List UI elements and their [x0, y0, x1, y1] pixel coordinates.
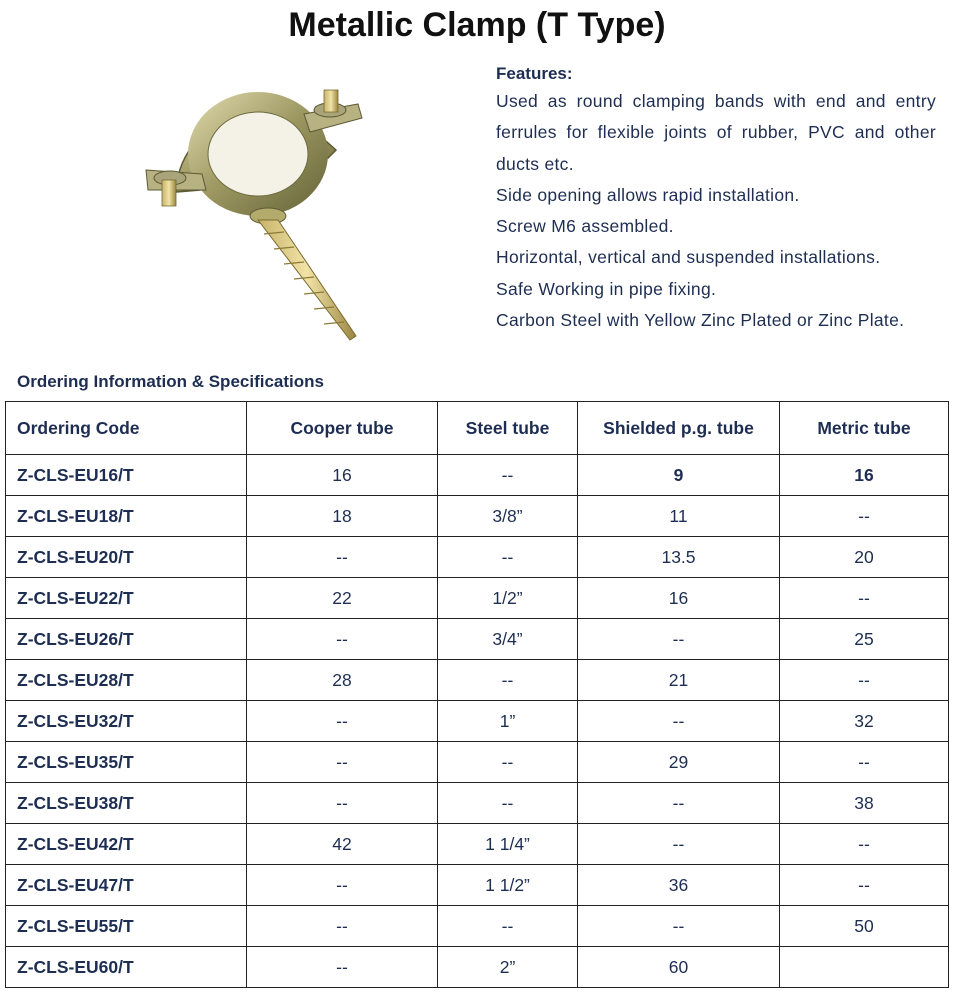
feature-line: Carbon Steel with Yellow Zinc Plated or Zinc Plate. [496, 310, 905, 331]
shielded-tube-cell: -- [578, 824, 780, 865]
metric-tube-cell: -- [780, 496, 949, 537]
feature-line: Side opening allows rapid installation. [496, 184, 800, 205]
cooper-tube-cell: 22 [247, 578, 438, 619]
ordering-table [5, 401, 949, 988]
feature-line: Safe Working in pipe fixing. [496, 278, 717, 299]
shielded-tube-cell: 60 [578, 947, 780, 988]
ordering-code-cell: Z-CLS-EU26/T [6, 619, 247, 660]
feature-line: Screw M6 assembled. [496, 216, 674, 237]
header-cooper-tube: Cooper tube [247, 402, 438, 455]
table-row [6, 947, 949, 988]
table-row [6, 701, 949, 742]
ordering-code-cell: Z-CLS-EU18/T [6, 496, 247, 537]
table-row [6, 824, 949, 865]
table-header-row [6, 402, 949, 455]
clamp-product-image [118, 74, 394, 344]
table-row [6, 906, 949, 947]
ordering-code-cell: Z-CLS-EU47/T [6, 865, 247, 906]
shielded-tube-cell: -- [578, 906, 780, 947]
ordering-code-cell: Z-CLS-EU42/T [6, 824, 247, 865]
steel-tube-cell: -- [438, 537, 578, 578]
metric-tube-cell [780, 947, 949, 988]
ordering-code-cell: Z-CLS-EU28/T [6, 660, 247, 701]
page-title: Metallic Clamp (T Type) [288, 6, 666, 44]
cooper-tube-cell: -- [247, 865, 438, 906]
cooper-tube-cell: -- [247, 742, 438, 783]
cooper-tube-cell: -- [247, 701, 438, 742]
features-heading: Features: [496, 64, 573, 83]
steel-tube-cell: 2” [438, 947, 578, 988]
table-row [6, 455, 949, 496]
metric-tube-cell: -- [780, 742, 949, 783]
steel-tube-cell: 3/8” [438, 496, 578, 537]
header-steel-tube: Steel tube [438, 402, 578, 455]
steel-tube-cell: 1” [438, 701, 578, 742]
cooper-tube-cell: 28 [247, 660, 438, 701]
shielded-tube-cell: -- [578, 701, 780, 742]
ordering-code-cell: Z-CLS-EU32/T [6, 701, 247, 742]
cooper-tube-cell: 16 [247, 455, 438, 496]
table-row [6, 865, 949, 906]
steel-tube-cell: -- [438, 660, 578, 701]
ordering-section-title: Ordering Information & Specifications [17, 372, 324, 391]
metric-tube-cell: -- [780, 824, 949, 865]
metric-tube-cell: 20 [780, 537, 949, 578]
shielded-tube-cell: 16 [578, 578, 780, 619]
feature-line: Used as round clamping bands with end and entry ferrules for flexible joints of rubber, PVC and other ducts etc. [496, 91, 936, 174]
steel-tube-cell: -- [438, 455, 578, 496]
table-row [6, 660, 949, 701]
cooper-tube-cell: -- [247, 619, 438, 660]
shielded-tube-cell: -- [578, 783, 780, 824]
shielded-tube-cell: 36 [578, 865, 780, 906]
table-row [6, 578, 949, 619]
features-block [496, 62, 936, 336]
shielded-tube-cell: 13.5 [578, 537, 780, 578]
ordering-code-cell: Z-CLS-EU55/T [6, 906, 247, 947]
cooper-tube-cell: -- [247, 947, 438, 988]
metric-tube-cell: 38 [780, 783, 949, 824]
header-metric-tube: Metric tube [780, 402, 949, 455]
metric-tube-cell: -- [780, 865, 949, 906]
cooper-tube-cell: -- [247, 783, 438, 824]
steel-tube-cell: -- [438, 742, 578, 783]
table-row [6, 742, 949, 783]
ordering-code-cell: Z-CLS-EU20/T [6, 537, 247, 578]
metric-tube-cell: -- [780, 578, 949, 619]
steel-tube-cell: -- [438, 783, 578, 824]
table-row [6, 619, 949, 660]
steel-tube-cell: 1/2” [438, 578, 578, 619]
header-shielded-pg-tube: Shielded p.g. tube [578, 402, 780, 455]
ordering-code-cell: Z-CLS-EU60/T [6, 947, 247, 988]
metric-tube-cell: 50 [780, 906, 949, 947]
steel-tube-cell: -- [438, 906, 578, 947]
ordering-code-cell: Z-CLS-EU38/T [6, 783, 247, 824]
cooper-tube-cell: 42 [247, 824, 438, 865]
steel-tube-cell: 3/4” [438, 619, 578, 660]
ordering-code-cell: Z-CLS-EU16/T [6, 455, 247, 496]
metric-tube-cell: 25 [780, 619, 949, 660]
table-row [6, 783, 949, 824]
shielded-tube-cell: 21 [578, 660, 780, 701]
shielded-tube-cell: -- [578, 619, 780, 660]
steel-tube-cell: 1 1/4” [438, 824, 578, 865]
metric-tube-cell: 16 [780, 455, 949, 496]
ordering-code-cell: Z-CLS-EU22/T [6, 578, 247, 619]
steel-tube-cell: 1 1/2” [438, 865, 578, 906]
metric-tube-cell: -- [780, 660, 949, 701]
shielded-tube-cell: 9 [578, 455, 780, 496]
table-row [6, 496, 949, 537]
cooper-tube-cell: -- [247, 906, 438, 947]
header-ordering-code: Ordering Code [6, 402, 247, 455]
shielded-tube-cell: 11 [578, 496, 780, 537]
shielded-tube-cell: 29 [578, 742, 780, 783]
cooper-tube-cell: 18 [247, 496, 438, 537]
feature-line: Horizontal, vertical and suspended installations. [496, 247, 881, 268]
metric-tube-cell: 32 [780, 701, 949, 742]
table-row [6, 537, 949, 578]
cooper-tube-cell: -- [247, 537, 438, 578]
ordering-code-cell: Z-CLS-EU35/T [6, 742, 247, 783]
